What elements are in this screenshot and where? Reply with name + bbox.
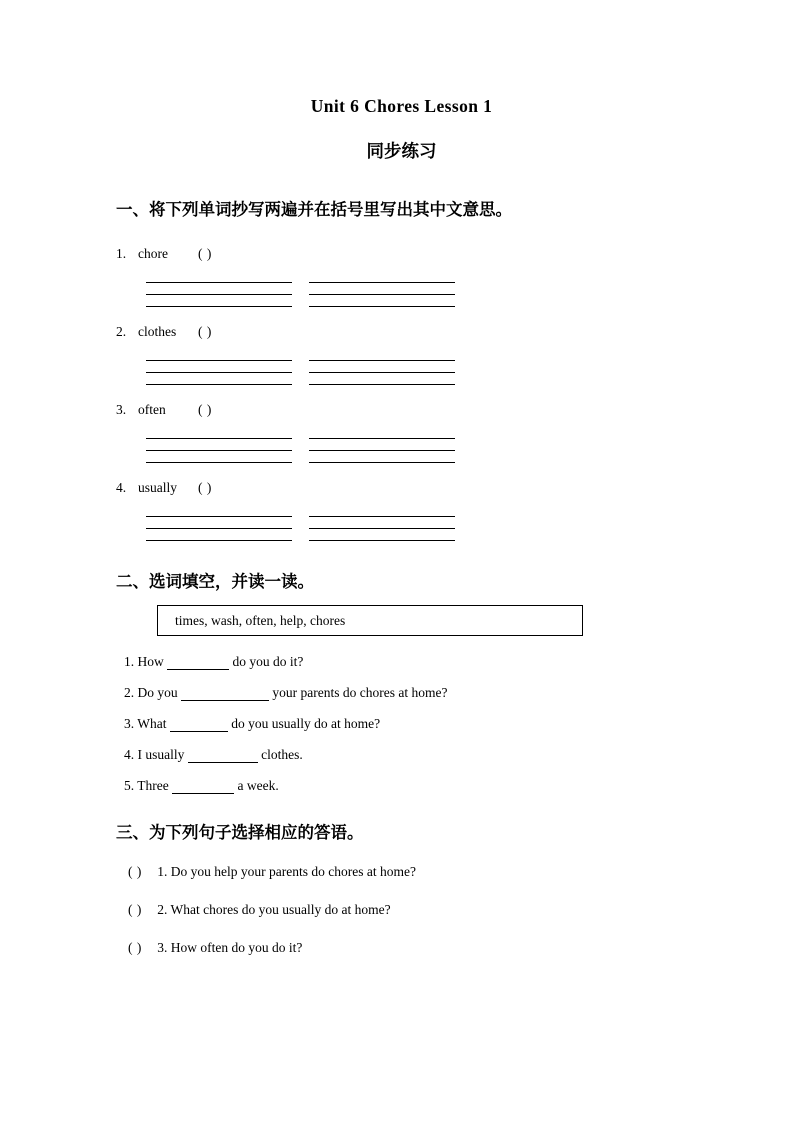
fill-suffix: do you do it? [232, 654, 304, 669]
vocabulary-word: chore [138, 246, 168, 261]
page-subtitle: 同步练习 [366, 142, 437, 162]
copy-lines [146, 507, 793, 541]
word-block-4 [116, 480, 793, 541]
fill-blank-item-3 [124, 716, 793, 732]
item-number: 2. [116, 324, 127, 339]
match-question-text: 1. Do you help your parents do chores at home? [157, 864, 416, 879]
write-line[interactable] [309, 273, 455, 283]
item-number: 1. [116, 246, 127, 261]
match-question-text: 2. What chores do you usually do at home? [157, 902, 391, 917]
fill-blank-input[interactable] [181, 687, 269, 701]
match-item-2 [128, 902, 793, 918]
write-line[interactable] [309, 507, 455, 517]
write-line[interactable] [309, 283, 455, 295]
fill-prefix: 4. I usually [124, 747, 185, 762]
word-block-3 [116, 402, 793, 463]
meaning-parenthesis: ( ) [198, 480, 212, 495]
answer-parenthesis[interactable]: ( ) [128, 864, 142, 879]
write-line[interactable] [146, 273, 292, 283]
section-3-heading: 三、为下列句子选择相应的答语。 [116, 823, 364, 842]
word-line [116, 246, 793, 262]
write-line[interactable] [146, 507, 292, 517]
vocabulary-word: usually [138, 480, 177, 495]
write-line[interactable] [146, 439, 292, 451]
fill-blank-item-4 [124, 747, 793, 763]
word-block-2 [116, 324, 793, 385]
copy-lines-left [146, 429, 292, 463]
fill-suffix: clothes. [261, 747, 303, 762]
word-block-1 [116, 246, 793, 307]
copy-lines-right [309, 273, 455, 307]
write-line[interactable] [309, 351, 455, 361]
section-1-heading: 一、将下列单词抄写两遍并在括号里写出其中文意思。 [116, 200, 512, 219]
write-line[interactable] [146, 295, 292, 307]
write-line[interactable] [146, 451, 292, 463]
fill-prefix: 2. Do you [124, 685, 178, 700]
fill-suffix: your parents do chores at home? [272, 685, 448, 700]
answer-parenthesis[interactable]: ( ) [128, 902, 142, 917]
write-line[interactable] [309, 373, 455, 385]
fill-blank-input[interactable] [188, 749, 258, 763]
write-line[interactable] [146, 283, 292, 295]
write-line[interactable] [309, 517, 455, 529]
write-line[interactable] [309, 451, 455, 463]
vocabulary-word: clothes [138, 324, 177, 339]
vocabulary-word: often [138, 402, 166, 417]
fill-blank-item-1 [124, 654, 793, 670]
write-line[interactable] [146, 517, 292, 529]
word-line [116, 324, 793, 340]
fill-blank-item-5 [124, 778, 793, 794]
match-item-1 [128, 864, 793, 880]
answer-parenthesis[interactable]: ( ) [128, 940, 142, 955]
copy-lines [146, 429, 793, 463]
copy-lines-left [146, 351, 292, 385]
write-line[interactable] [146, 361, 292, 373]
write-line[interactable] [309, 361, 455, 373]
page-title: Unit 6 Chores Lesson 1 [310, 96, 493, 116]
fill-suffix: a week. [237, 778, 279, 793]
match-item-3 [128, 940, 793, 956]
copy-lines [146, 351, 793, 385]
copy-lines-right [309, 351, 455, 385]
copy-lines-right [309, 507, 455, 541]
write-line[interactable] [309, 439, 455, 451]
fill-blank-input[interactable] [170, 718, 228, 732]
fill-prefix: 5. Three [124, 778, 169, 793]
word-bank-text: times, wash, often, help, chores [175, 612, 346, 628]
write-line[interactable] [146, 429, 292, 439]
write-line[interactable] [309, 295, 455, 307]
item-number: 3. [116, 402, 127, 417]
word-line [116, 402, 793, 418]
copy-lines-left [146, 507, 292, 541]
meaning-parenthesis: ( ) [198, 324, 212, 339]
write-line[interactable] [146, 351, 292, 361]
meaning-parenthesis: ( ) [198, 246, 212, 261]
fill-suffix: do you usually do at home? [231, 716, 381, 731]
match-question-text: 3. How often do you do it? [157, 940, 303, 955]
item-number: 4. [116, 480, 127, 495]
word-bank-box [157, 605, 583, 636]
word-line [116, 480, 793, 496]
write-line[interactable] [146, 529, 292, 541]
copy-lines-left [146, 273, 292, 307]
write-line[interactable] [146, 373, 292, 385]
write-line[interactable] [309, 529, 455, 541]
fill-blank-input[interactable] [172, 780, 234, 794]
meaning-parenthesis: ( ) [198, 402, 212, 417]
copy-lines [146, 273, 793, 307]
fill-prefix: 3. What [124, 716, 167, 731]
fill-blank-item-2 [124, 685, 793, 701]
copy-lines-right [309, 429, 455, 463]
fill-prefix: 1. How [124, 654, 164, 669]
write-line[interactable] [309, 429, 455, 439]
section-2-heading: 二、选词填空，并读一读。 [116, 572, 314, 591]
fill-blank-input[interactable] [167, 656, 229, 670]
